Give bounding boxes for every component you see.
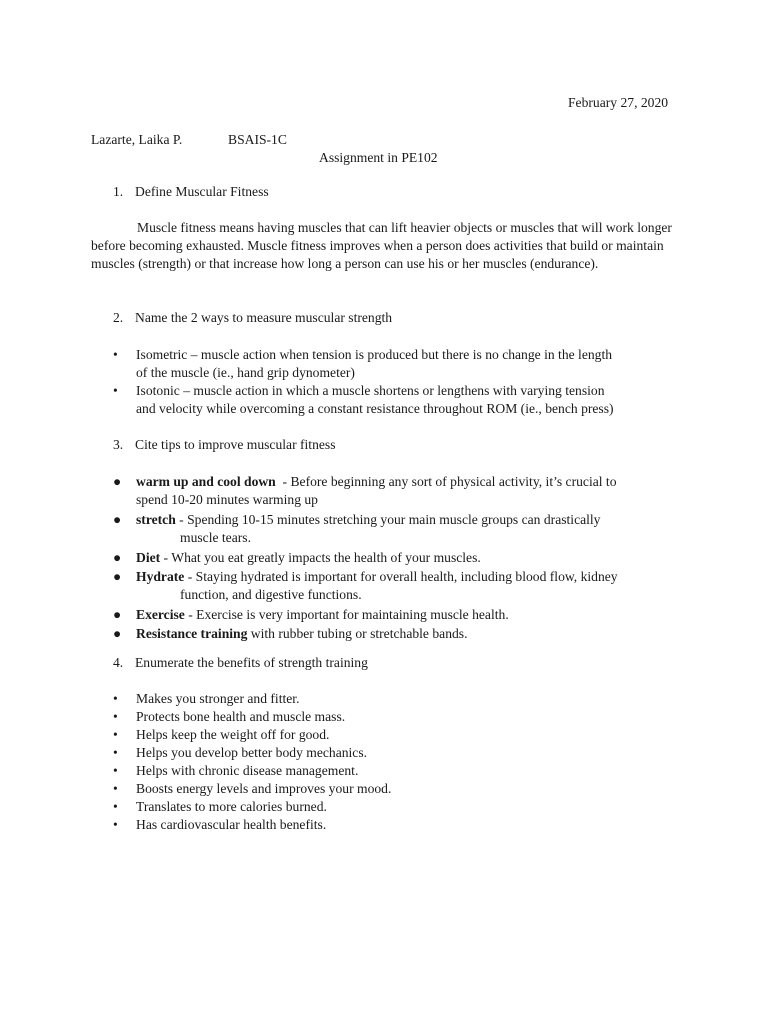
tip-text: - Exercise is very important for maintaining muscle health. [184,607,509,622]
tip-text: with rubber tubing or stretchable bands. [247,626,468,641]
question-number: 1. [113,184,124,199]
bullet-icon: ● [113,474,122,489]
list-item-text: Helps you develop better body mechanics. [136,745,368,760]
list-item-text: Protects bone health and muscle mass. [136,709,346,724]
list-item [113,780,391,798]
list-item [113,726,391,744]
list-item-line: Isotonic – muscle action in which a muscle shortens or lengthens with varying tension [136,383,605,398]
list-item-line: of the muscle (ie., hand grip dynometer) [136,365,355,380]
list-item [113,762,391,780]
list-item [113,511,618,547]
answer-3-list [113,473,618,644]
tip-term: Exercise [136,607,185,622]
tip-text-continued: spend 10-20 minutes warming up [136,492,318,507]
tip-term: warm up and cool down [136,474,276,489]
question-3 [113,436,335,454]
question-4 [113,654,368,672]
list-item-text: Has cardiovascular health benefits. [136,817,327,832]
answer-2-list [113,346,614,418]
list-item [113,346,614,382]
question-1 [113,183,269,201]
list-item [113,708,391,726]
list-item-text: Helps keep the weight off for good. [136,727,330,742]
question-text: Enumerate the benefits of strength training [135,655,368,670]
list-item-text: Translates to more calories burned. [136,799,327,814]
bullet-icon: ● [113,607,122,622]
tip-term: Hydrate [136,569,185,584]
list-item [113,798,391,816]
list-item [113,816,391,834]
list-item-text: Helps with chronic disease management. [136,763,359,778]
bullet-icon: • [113,347,118,362]
list-item [113,382,614,418]
bullet-icon: • [113,727,118,742]
list-item [113,549,618,567]
tip-text: - Before beginning any sort of physical activity, it’s crucial to [275,474,617,489]
question-2 [113,309,392,327]
list-item-line: Isometric – muscle action when tension is produced but there is no change in the length [136,347,613,362]
question-number: 4. [113,655,124,670]
bullet-icon: ● [113,569,122,584]
list-item [113,568,618,604]
student-name: Lazarte, Laika P. [91,132,183,147]
tip-text-continued: muscle tears. [180,530,251,545]
tip-text: - Spending 10-15 minutes stretching your main muscle groups can drastically [175,512,601,527]
list-item [113,690,391,708]
bullet-icon: • [113,763,118,778]
bullet-icon: ● [113,550,122,565]
bullet-icon: • [113,691,118,706]
question-text: Cite tips to improve muscular fitness [135,437,336,452]
question-number: 2. [113,310,124,325]
list-item-text: Makes you stronger and fitter. [136,691,300,706]
document-title: Assignment in PE102 [319,150,438,165]
tip-term: Resistance training [136,626,248,641]
tip-term: stretch [136,512,176,527]
list-item [113,473,618,509]
bullet-icon: ● [113,626,122,641]
bullet-icon: • [113,817,118,832]
list-item-text: Boosts energy levels and improves your mood. [136,781,392,796]
tip-term: Diet [136,550,161,565]
list-item-line: and velocity while overcoming a constant resistance throughout ROM (ie., bench press) [136,401,614,416]
bullet-icon: • [113,799,118,814]
tip-text: - Staying hydrated is important for overall health, including blood flow, kidney [184,569,618,584]
document-date: February 27, 2020 [568,95,669,110]
student-section: BSAIS-1C [228,132,287,147]
bullet-icon: • [113,709,118,724]
answer-1-paragraph: Muscle fitness means having muscles that can lift heavier objects or muscles that will work longer before becoming exhausted. Muscle fitness improves when a person does activities that build or maintain muscles (strength) or that increase how long a person can use his or her muscles (endurance). [91,220,672,271]
question-number: 3. [113,437,124,452]
question-text: Name the 2 ways to measure muscular strength [135,310,393,325]
question-text: Define Muscular Fitness [135,184,269,199]
list-item [113,744,391,762]
bullet-icon: • [113,745,118,760]
bullet-icon: • [113,781,118,796]
list-item [113,606,618,624]
tip-text: - What you eat greatly impacts the health of your muscles. [160,550,481,565]
tip-text-continued: function, and digestive functions. [180,587,362,602]
bullet-icon: • [113,383,118,398]
bullet-icon: ● [113,512,122,527]
list-item [113,625,618,643]
answer-4-list [113,690,391,834]
